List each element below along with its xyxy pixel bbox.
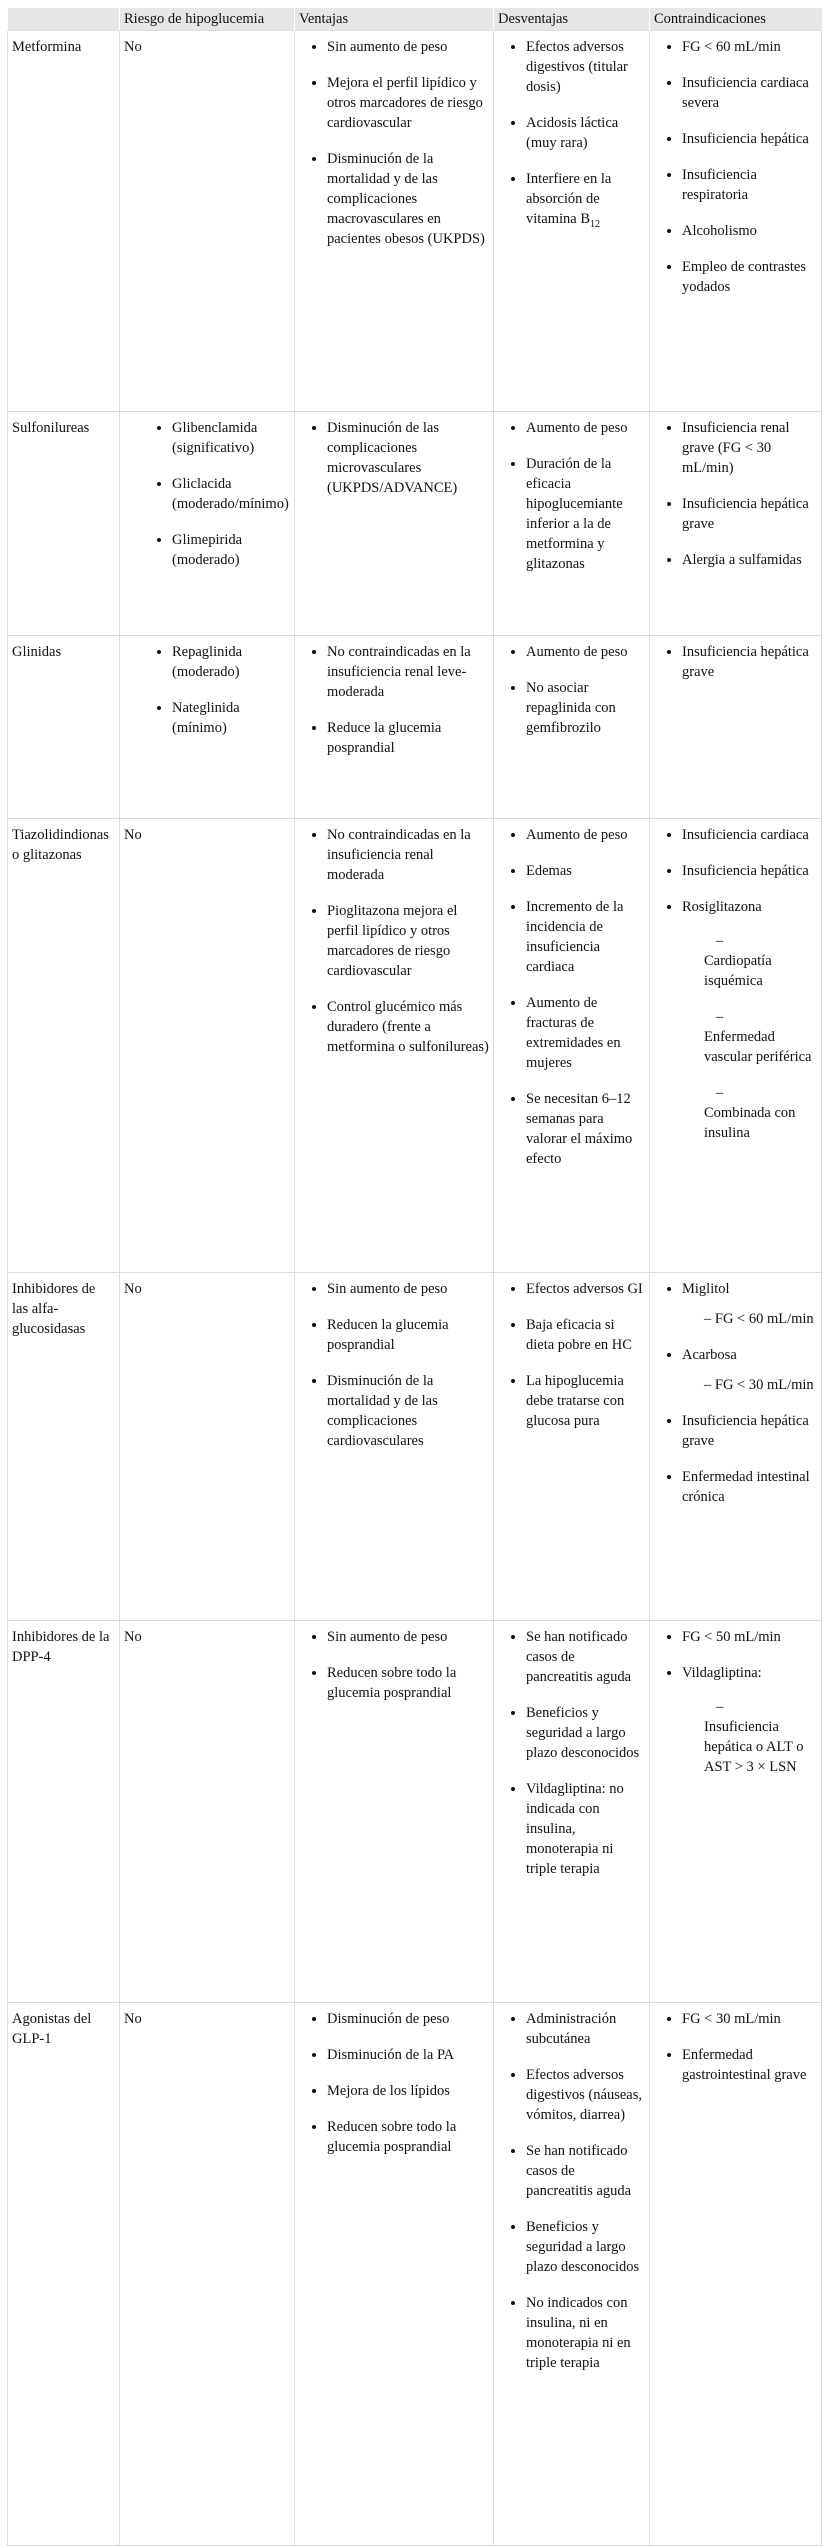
list-item bbox=[526, 169, 645, 229]
table-row bbox=[8, 1273, 822, 1621]
vildagliptina-label: Vildagliptina: bbox=[682, 1665, 762, 1681]
sub-list-item bbox=[704, 931, 817, 991]
risk-cell bbox=[120, 412, 295, 636]
dash-icon: – bbox=[716, 1699, 724, 1715]
list-item: • Disminución de la PA bbox=[327, 2045, 489, 2065]
list-item: • Gliclacida (moderado/mínimo) bbox=[172, 474, 290, 514]
contraindications-cell bbox=[650, 412, 822, 636]
header-drug-class bbox=[8, 8, 120, 31]
sub-item-text: Insuficiencia hepática o ALT o AST > 3 × LSN bbox=[704, 1719, 804, 1775]
drug-class-cell: Glinidas bbox=[8, 636, 120, 819]
list-item: • Enfermedad gastrointestinal grave bbox=[682, 2045, 817, 2085]
miglitol-label: Miglitol bbox=[682, 1281, 730, 1297]
disadvantages-cell bbox=[494, 1621, 650, 2003]
list-item: • Disminución de peso bbox=[327, 2009, 489, 2029]
contraindications-cell bbox=[650, 1621, 822, 2003]
antidiabetic-drugs-table bbox=[7, 8, 822, 2546]
list-item: • Glibenclamida (significativo) bbox=[172, 418, 290, 458]
sub-list-item: – FG < 30 mL/min bbox=[704, 1377, 814, 1393]
list-item: • Reducen la glucemia posprandial bbox=[327, 1315, 489, 1355]
risk-cell: No bbox=[120, 2003, 295, 2546]
header-advantages: Ventajas bbox=[295, 8, 494, 31]
list-item bbox=[682, 1279, 817, 1329]
list-item: • Baja eficacia si dieta pobre en HC bbox=[526, 1315, 645, 1355]
sub-item-text: FG < 30 mL/min bbox=[714, 1377, 814, 1393]
list-item: • Efectos adversos GI bbox=[526, 1279, 645, 1299]
list-item: • Reducen sobre todo la glucemia posprandial bbox=[327, 1663, 489, 1703]
list-item: • Insuficiencia respiratoria bbox=[682, 165, 817, 205]
disadvantages-cell bbox=[494, 2003, 650, 2546]
list-item: • Disminución de la mortalidad y de las complicaciones cardiovasculares bbox=[327, 1371, 489, 1451]
list-item: • Aumento de peso bbox=[526, 418, 645, 438]
sub-item-text: Cardiopatía isquémica bbox=[704, 953, 772, 989]
list-item: • FG < 60 mL/min bbox=[682, 37, 817, 57]
list-item: • No contraindicadas en la insuficiencia renal leve-moderada bbox=[327, 642, 489, 702]
drug-class-cell: Metformina bbox=[8, 31, 120, 412]
list-item: • No indicados con insulina, ni en monoterapia ni en triple terapia bbox=[526, 2293, 645, 2373]
table-row bbox=[8, 412, 822, 636]
table-row bbox=[8, 819, 822, 1273]
list-item: • Empleo de contrastes yodados bbox=[682, 257, 817, 297]
list-item: • Efectos adversos digestivos (titular dosis) bbox=[526, 37, 645, 97]
list-item: • Insuficiencia renal grave (FG < 30 mL/min) bbox=[682, 418, 817, 478]
list-item: • Efectos adversos digestivos (náuseas, vómitos, diarrea) bbox=[526, 2065, 645, 2125]
list-item: • Enfermedad intestinal crónica bbox=[682, 1467, 817, 1507]
sub-list-item bbox=[704, 1007, 817, 1067]
sub-list-item bbox=[704, 1083, 817, 1143]
list-item: • No asociar repaglinida con gemfibrozilo bbox=[526, 678, 645, 738]
table-header bbox=[8, 8, 822, 31]
list-item: • Duración de la eficacia hipoglucemiante inferior a la de metformina y glitazonas bbox=[526, 454, 645, 574]
sub-item-text: Enfermedad vascular periférica bbox=[704, 1029, 812, 1065]
risk-cell: No bbox=[120, 1621, 295, 2003]
list-item: • Glimepirida (moderado) bbox=[172, 530, 290, 570]
list-item: • La hipoglucemia debe tratarse con glucosa pura bbox=[526, 1371, 645, 1431]
list-item: • Alcoholismo bbox=[682, 221, 817, 241]
list-item: • Aumento de peso bbox=[526, 642, 645, 662]
dash-icon: – bbox=[716, 1085, 724, 1101]
list-item: • Disminución de las complicaciones microvasculares (UKPDS/ADVANCE) bbox=[327, 418, 489, 498]
header-disadvantages: Desventajas bbox=[494, 8, 650, 31]
contraindications-cell bbox=[650, 636, 822, 819]
list-item bbox=[682, 1345, 817, 1395]
list-item: • Aumento de fracturas de extremidades en mujeres bbox=[526, 993, 645, 1073]
table-row bbox=[8, 1621, 822, 2003]
table-row bbox=[8, 31, 822, 412]
list-item: • Mejora de los lípidos bbox=[327, 2081, 489, 2101]
risk-cell: No bbox=[120, 31, 295, 412]
contraindications-cell bbox=[650, 819, 822, 1273]
list-item: • Aumento de peso bbox=[526, 825, 645, 845]
advantages-cell bbox=[295, 2003, 494, 2546]
advantages-cell bbox=[295, 819, 494, 1273]
list-item: • Se han notificado casos de pancreatitis aguda bbox=[526, 1627, 645, 1687]
disadvantages-cell bbox=[494, 1273, 650, 1621]
drug-class-cell: Agonistas del GLP-1 bbox=[8, 2003, 120, 2546]
list-item: • FG < 50 mL/min bbox=[682, 1627, 817, 1647]
list-item: • Insuficiencia hepática grave bbox=[682, 494, 817, 534]
list-item: • Acidosis láctica (muy rara) bbox=[526, 113, 645, 153]
dash-icon: – bbox=[716, 933, 724, 949]
header-hypoglycemia-risk: Riesgo de hipoglucemia bbox=[120, 8, 295, 31]
table-row bbox=[8, 2003, 822, 2546]
list-item: • Insuficiencia cardiaca severa bbox=[682, 73, 817, 113]
sub-list-item: – FG < 60 mL/min bbox=[704, 1311, 814, 1327]
disadvantages-cell bbox=[494, 819, 650, 1273]
advantages-cell bbox=[295, 636, 494, 819]
list-item bbox=[682, 1663, 817, 1777]
list-item: • Administración subcutánea bbox=[526, 2009, 645, 2049]
list-item: • Pioglitazona mejora el perfil lipídico y otros marcadores de riesgo cardiovascular bbox=[327, 901, 489, 981]
list-item: • Disminución de la mortalidad y de las complicaciones macrovasculares en pacientes obesos (UKPDS) bbox=[327, 149, 489, 249]
disadvantages-cell bbox=[494, 636, 650, 819]
sub-item-text: Combinada con insulina bbox=[704, 1105, 796, 1141]
contraindications-cell bbox=[650, 31, 822, 412]
list-item: • Vildagliptina: no indicada con insulina, monoterapia ni triple terapia bbox=[526, 1779, 645, 1879]
list-item: • Insuficiencia hepática grave bbox=[682, 1411, 817, 1451]
disadvantages-cell bbox=[494, 412, 650, 636]
risk-cell bbox=[120, 636, 295, 819]
advantages-cell bbox=[295, 1621, 494, 2003]
advantages-cell bbox=[295, 1273, 494, 1621]
list-item: • Sin aumento de peso bbox=[327, 1279, 489, 1299]
table-row bbox=[8, 636, 822, 819]
list-item: • FG < 30 mL/min bbox=[682, 2009, 817, 2029]
list-item: • Reduce la glucemia posprandial bbox=[327, 718, 489, 758]
disadvantages-cell bbox=[494, 31, 650, 412]
sub-list-item bbox=[704, 1697, 817, 1777]
b12-subscript: 12 bbox=[590, 218, 601, 230]
list-item: • Insuficiencia cardiaca bbox=[682, 825, 817, 845]
list-item: • No contraindicadas en la insuficiencia renal moderada bbox=[327, 825, 489, 885]
list-item: • Reducen sobre todo la glucemia posprandial bbox=[327, 2117, 489, 2157]
list-item: • Se han notificado casos de pancreatitis aguda bbox=[526, 2141, 645, 2201]
drug-class-cell: Tiazolidindionas o glitazonas bbox=[8, 819, 120, 1273]
list-item: • Insuficiencia hepática bbox=[682, 861, 817, 881]
drug-class-cell: Inhibidores de las alfa-glucosidasas bbox=[8, 1273, 120, 1621]
list-item: • Incremento de la incidencia de insuficiencia cardiaca bbox=[526, 897, 645, 977]
list-item: • Se necesitan 6–12 semanas para valorar el máximo efecto bbox=[526, 1089, 645, 1169]
acarbosa-label: Acarbosa bbox=[682, 1347, 737, 1363]
drug-class-cell: Inhibidores de la DPP-4 bbox=[8, 1621, 120, 2003]
drug-class-cell: Sulfonilureas bbox=[8, 412, 120, 636]
advantages-cell bbox=[295, 31, 494, 412]
list-item: • Nateglinida (mínimo) bbox=[172, 698, 290, 738]
list-item: • Alergia a sulfamidas bbox=[682, 550, 817, 570]
list-item: • Edemas bbox=[526, 861, 645, 881]
list-item: • Sin aumento de peso bbox=[327, 37, 489, 57]
contraindications-cell bbox=[650, 1273, 822, 1621]
advantages-cell bbox=[295, 412, 494, 636]
sub-item-text: FG < 60 mL/min bbox=[714, 1311, 814, 1327]
list-item: • Sin aumento de peso bbox=[327, 1627, 489, 1647]
header-contraindications: Contraindicaciones bbox=[650, 8, 822, 31]
list-item: • Beneficios y seguridad a largo plazo desconocidos bbox=[526, 1703, 645, 1763]
risk-cell: No bbox=[120, 819, 295, 1273]
b12-text: Interfiere en la absorción de vitamina B bbox=[526, 171, 612, 227]
risk-cell: No bbox=[120, 1273, 295, 1621]
list-item: • Insuficiencia hepática bbox=[682, 129, 817, 149]
list-item: • Beneficios y seguridad a largo plazo desconocidos bbox=[526, 2217, 645, 2277]
contraindications-cell bbox=[650, 2003, 822, 2546]
list-item: • Control glucémico más duradero (frente a metformina o sulfonilureas) bbox=[327, 997, 489, 1057]
list-item: • Repaglinida (moderado) bbox=[172, 642, 290, 682]
dash-icon: – bbox=[716, 1009, 724, 1025]
rosiglitazona-label: Rosiglitazona bbox=[682, 899, 762, 915]
list-item bbox=[682, 897, 817, 1143]
list-item: • Mejora el perfil lipídico y otros marcadores de riesgo cardiovascular bbox=[327, 73, 489, 133]
list-item: • Insuficiencia hepática grave bbox=[682, 642, 817, 682]
